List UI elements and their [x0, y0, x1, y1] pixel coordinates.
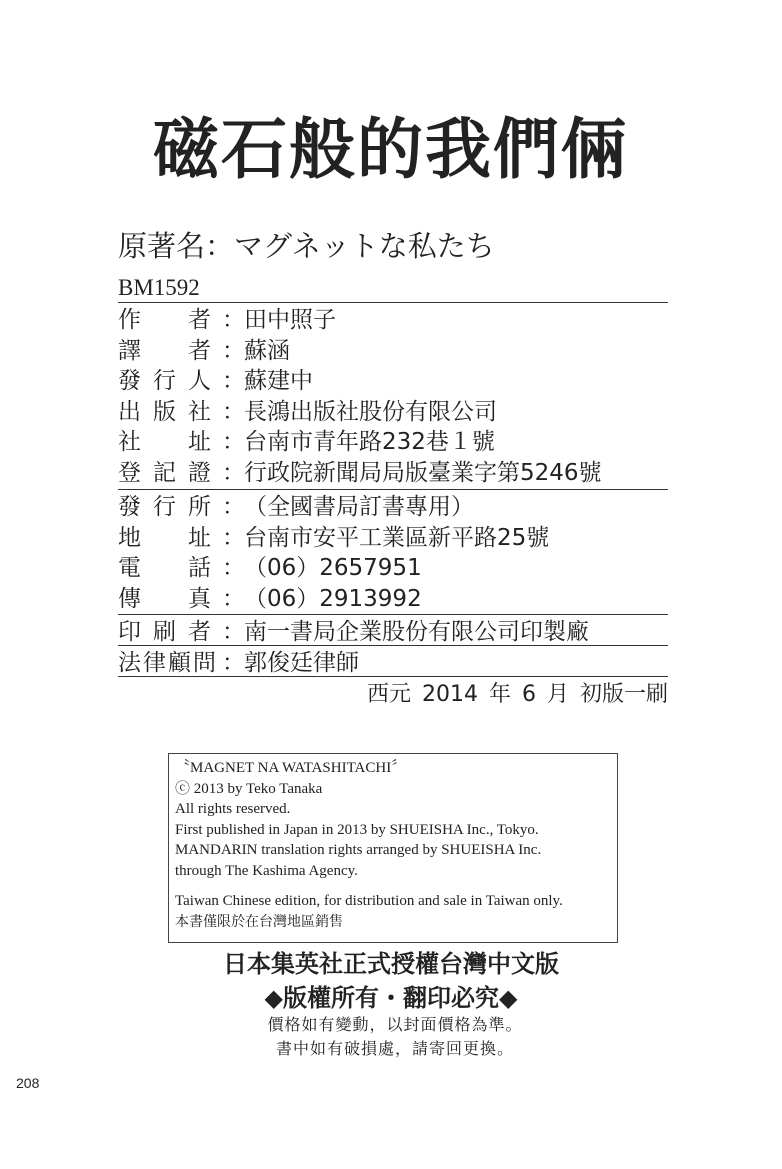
info-value: 台南市安平工業區新平路25號 [244, 524, 550, 551]
info-label-char: 法 [118, 650, 141, 676]
info-row [118, 617, 678, 648]
info-label-char: 址 [188, 524, 211, 551]
info-colon: ： [222, 650, 245, 676]
info-value: 行政院新聞局局版臺業字第5246號 [244, 459, 602, 486]
info-label [118, 648, 220, 679]
legal-info-block [118, 648, 678, 679]
info-row [118, 492, 678, 523]
info-colon: ： [222, 429, 245, 455]
info-value: 長鴻出版社股份有限公司 [244, 398, 497, 425]
spacer [175, 881, 617, 891]
info-label-char: 傳 [118, 585, 141, 612]
info-row [118, 458, 678, 489]
info-label [118, 427, 220, 458]
info-label-char: 律 [143, 650, 166, 676]
info-label [118, 336, 220, 367]
copyright-line: MANDARIN translation rights arranged by SHUEISHA Inc. [175, 842, 542, 858]
info-label-char: 發 [118, 494, 141, 520]
distribution-info-block [118, 492, 678, 614]
divider-line [118, 614, 668, 615]
publication-info-block [118, 305, 678, 488]
divider-line [118, 489, 668, 490]
page-number: 208 [16, 1075, 40, 1091]
authorization-note: 日本集英社正式授權台灣中文版 [223, 950, 559, 978]
price-note: 價格如有變動，以封面價格為準。 [267, 1015, 523, 1034]
info-colon: ： [222, 398, 245, 425]
taiwan-sale-note: 本書僅限於在台灣地區銷售 [175, 913, 343, 930]
divider-line [118, 302, 668, 303]
info-label-char: 發 [118, 368, 141, 394]
info-label-char: 版 [153, 398, 176, 425]
info-label-char: 顧 [168, 650, 191, 676]
info-row [118, 305, 678, 336]
info-row [118, 397, 678, 428]
info-value: 蘇建中 [244, 368, 313, 394]
info-label-char: 印 [118, 619, 141, 645]
info-label-char: 者 [188, 619, 211, 645]
info-row [118, 336, 678, 367]
info-label-char: 人 [188, 368, 211, 394]
info-colon: ： [222, 524, 245, 551]
original-title: 原著名：マグネットな私たち [118, 229, 495, 263]
info-label-char: 譯 [118, 337, 141, 364]
info-label-char: 者 [188, 337, 211, 364]
info-row [118, 523, 678, 554]
info-label-char: 址 [188, 429, 211, 455]
divider-line [118, 645, 668, 646]
info-value: 田中照子 [244, 307, 336, 333]
book-code: BM1592 [118, 275, 200, 300]
copyright-line: through The Kashima Agency. [175, 862, 358, 879]
info-row [118, 427, 678, 458]
info-colon: ： [222, 555, 245, 581]
damage-note: 書中如有破損處，請寄回更換。 [275, 1039, 514, 1058]
info-label [118, 617, 220, 648]
info-label-char: 社 [118, 429, 141, 455]
info-label-char: 所 [188, 494, 211, 520]
info-value: （06）2657951 [244, 555, 422, 581]
info-label-char: 者 [188, 307, 211, 333]
copyright-line: ⓒ 2013 by Teko Tanaka [175, 780, 323, 797]
copyright-box [168, 753, 618, 943]
info-label-char: 記 [153, 459, 176, 486]
edition-date: 西元 2014 年 6 月 初版一刷 [367, 682, 668, 707]
info-row [118, 366, 678, 397]
info-label-char: 電 [118, 555, 141, 581]
info-value: 郭俊廷律師 [244, 650, 359, 676]
info-label-char: 行 [153, 368, 176, 394]
divider-line [118, 676, 668, 677]
info-label [118, 523, 220, 554]
info-label-char: 問 [193, 650, 216, 676]
info-label-char: 作 [118, 307, 141, 333]
info-colon: ： [222, 585, 245, 612]
info-label [118, 458, 220, 489]
copyright-line: 〝MAGNET NA WATASHITACHI〞 [175, 760, 407, 776]
info-label-char: 刷 [153, 619, 176, 645]
info-label-char: 地 [118, 524, 141, 551]
info-colon: ： [222, 619, 245, 645]
info-colon: ： [222, 307, 245, 333]
info-row [118, 648, 678, 679]
info-value: 台南市青年路232巷１號 [244, 429, 495, 455]
info-label-char: 真 [188, 585, 211, 612]
info-colon: ： [222, 368, 245, 394]
info-label [118, 305, 220, 336]
info-value: （06）2913992 [244, 585, 422, 612]
info-label [118, 397, 220, 428]
info-label [118, 553, 220, 584]
info-row [118, 584, 678, 615]
taiwan-edition-note: Taiwan Chinese edition, for distribution and sale in Taiwan only. [175, 893, 563, 909]
info-label-char: 話 [188, 555, 211, 581]
info-label [118, 366, 220, 397]
rights-reserved-note: ◆版權所有・翻印必究◆ [264, 984, 518, 1012]
info-value: 南一書局企業股份有限公司印製廠 [244, 619, 589, 645]
info-colon: ： [222, 459, 245, 486]
info-label-char: 證 [188, 459, 211, 486]
info-row [118, 553, 678, 584]
info-label [118, 492, 220, 523]
printer-info-block [118, 617, 678, 648]
info-value: （全國書局訂書專用） [244, 494, 474, 520]
book-title: 磁石般的我們倆 [153, 111, 629, 188]
info-label-char: 行 [153, 494, 176, 520]
info-value: 蘇涵 [244, 337, 290, 364]
info-label [118, 584, 220, 615]
info-label-char: 出 [118, 398, 141, 425]
info-colon: ： [222, 494, 245, 520]
info-label-char: 社 [188, 398, 211, 425]
info-colon: ： [222, 337, 245, 364]
copyright-line: All rights reserved. [175, 801, 291, 817]
info-label-char: 登 [118, 459, 141, 486]
copyright-line: First published in Japan in 2013 by SHUEISHA Inc., Tokyo. [175, 821, 539, 838]
